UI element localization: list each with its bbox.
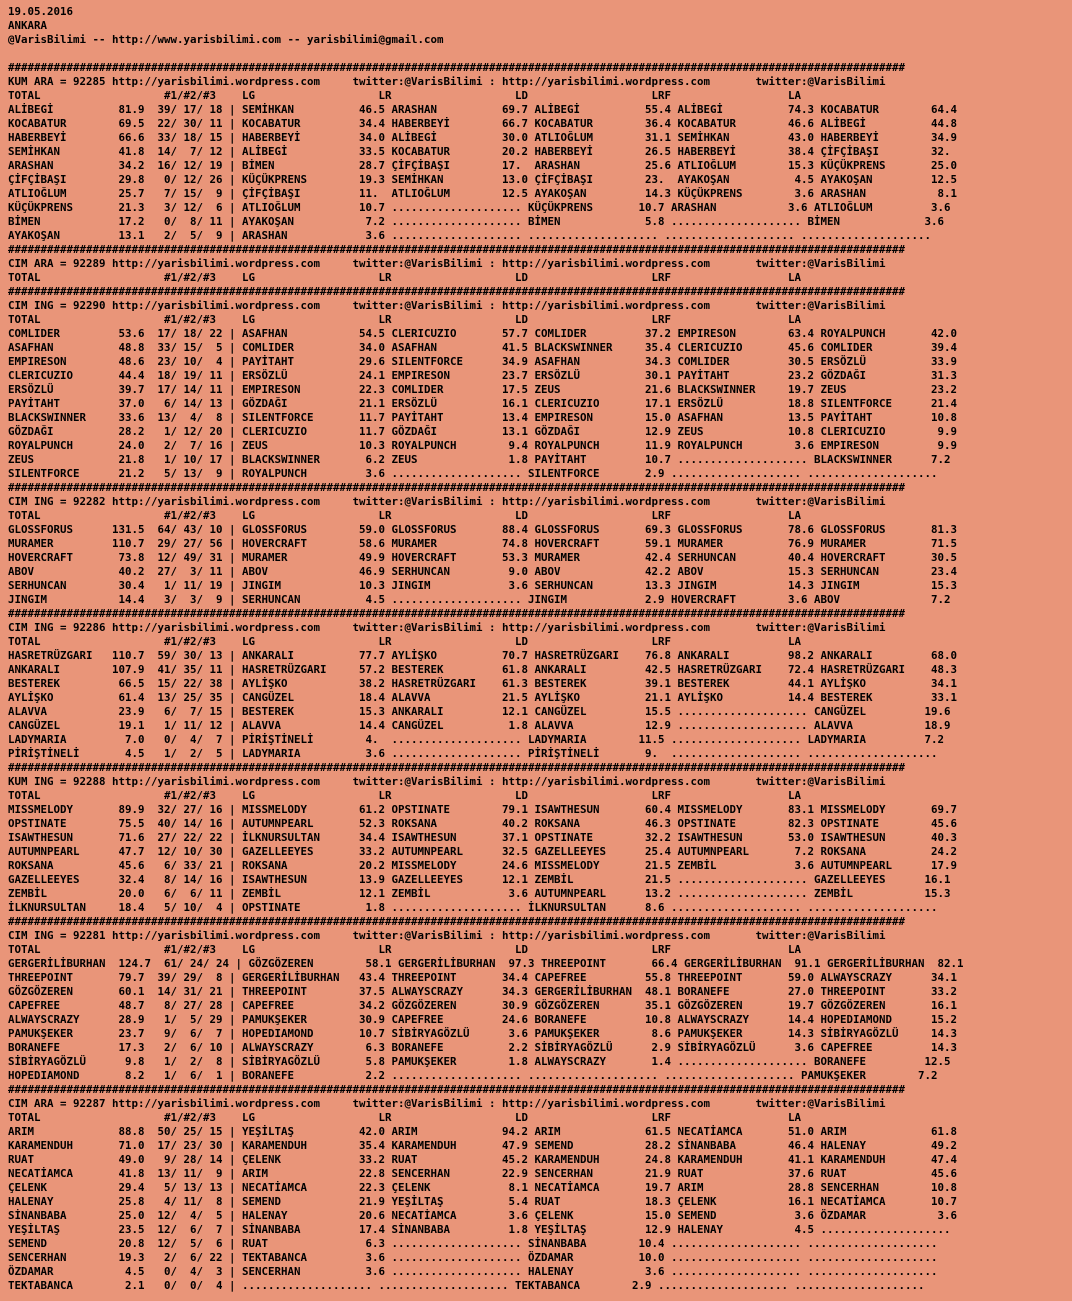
- table-row: SILENTFORCE 21.2 5/ 13/ 9 | ROYALPUNCH 3.6 .................... SILENTFORCE 2.9 .................... ....................: [8, 467, 938, 480]
- table-row: AUTUMNPEARL 47.7 12/ 10/ 30 | GAZELLEEYES 33.2 AUTUMNPEARL 32.5 GAZELLEEYES 25.4 AUTUMNPEARL 7.2 ROKSANA 24.2: [8, 845, 958, 858]
- table-row: ALİBEGİ 81.9 39/ 17/ 18 | SEMİHKAN 46.5 ARASHAN 69.7 ALİBEGİ 55.4 ALİBEGİ 74.3 KOCABATUR 64.4: [8, 103, 958, 116]
- column-header: TOTAL #1/#2/#3 LG LR LD LRF LA: [8, 789, 802, 802]
- race-list: [8, 61, 1072, 1293]
- race-title: CIM ING = 92290 http://yarisbilimi.wordpress.com twitter:@VarisBilimi : http://yarisbilimi.wordpress.com twitter:@VarisBilimi: [8, 299, 886, 312]
- table-row: BİMEN 17.2 0/ 8/ 11 | AYAKOŞAN 7.2 .................... BİMEN 5.8 .................... BİMEN 3.6: [8, 215, 945, 228]
- table-row: ABOV 40.2 27/ 3/ 11 | ABOV 46.9 SERHUNCAN 9.0 ABOV 42.2 ABOV 15.3 SERHUNCAN 23.4: [8, 565, 958, 578]
- table-row: HABERBEYİ 66.6 33/ 18/ 15 | HABERBEYİ 34.0 ALİBEGİ 30.0 ATLIOĞLUM 31.1 SEMİHKAN 43.0 HABERBEYİ 34.9: [8, 131, 958, 144]
- table-row: ÖZDAMAR 4.5 0/ 4/ 3 | SENCERHAN 3.6 .................... HALENAY 3.6 .................... ....................: [8, 1265, 938, 1278]
- table-row: KARAMENDUH 71.0 17/ 23/ 30 | KARAMENDUH 35.4 KARAMENDUH 47.9 SEMEND 28.2 SİNANBABA 46.4 HALENAY 49.2: [8, 1139, 958, 1152]
- report-date: 19.05.2016: [8, 5, 74, 18]
- table-row: PAYİTAHT 37.0 6/ 14/ 13 | GÖZDAĞI 21.1 ERSÖZLÜ 16.1 CLERICUZIO 17.1 ERSÖZLÜ 18.8 SILENTFORCE 21.4: [8, 397, 958, 410]
- race-title: CIM ARA = 92289 http://yarisbilimi.wordpress.com twitter:@VarisBilimi : http://yarisbilimi.wordpress.com twitter:@VarisBilimi: [8, 257, 886, 270]
- table-row: ARIM 88.8 50/ 25/ 15 | YEŞİLTAŞ 42.0 ARIM 94.2 ARIM 61.5 NECATİAMCA 51.0 ARIM 61.8: [8, 1125, 958, 1138]
- table-row: BLACKSWINNER 33.6 13/ 4/ 8 | SILENTFORCE 11.7 PAYİTAHT 13.4 EMPIRESON 15.0 ASAFHAN 13.5 PAYİTAHT 10.8: [8, 411, 958, 424]
- table-row: ANKARALI 107.9 41/ 35/ 11 | HASRETRÜZGARI 57.2 BESTEREK 61.8 ANKARALI 42.5 HASRETRÜZGARI 72.4 HASRETRÜZGARI 48.3: [8, 663, 958, 676]
- table-row: AYLİŞKO 61.4 13/ 25/ 35 | CANGÜZEL 18.4 ALAVVA 21.5 AYLİŞKO 21.1 AYLİŞKO 14.4 BESTEREK 33.1: [8, 691, 958, 704]
- table-row: ÇİFÇİBAŞI 29.8 0/ 12/ 26 | KÜÇÜKPRENS 19.3 SEMİHKAN 13.0 ÇİFÇİBAŞI 23. AYAKOŞAN 4.5 AYAKOŞAN 12.5: [8, 173, 958, 186]
- separator-line: ##########################################################################################################################################: [8, 481, 906, 494]
- table-row: SERHUNCAN 30.4 1/ 11/ 19 | JINGIM 10.3 JINGIM 3.6 SERHUNCAN 13.3 JINGIM 14.3 JINGIM 15.3: [8, 579, 958, 592]
- table-row: GÖZGÖZEREN 60.1 14/ 31/ 21 | THREEPOINT 37.5 ALWAYSCRAZY 34.3 GERGERİLİBURHAN 48.1 BORANEFE 27.0 THREEPOINT 33.2: [8, 985, 958, 998]
- table-row: COMLIDER 53.6 17/ 18/ 22 | ASAFHAN 54.5 CLERICUZIO 57.7 COMLIDER 37.2 EMPIRESON 63.4 ROYALPUNCH 42.0: [8, 327, 958, 340]
- race-block: [8, 285, 1072, 481]
- race-title: CIM ING = 92282 http://yarisbilimi.wordpress.com twitter:@VarisBilimi : http://yarisbilimi.wordpress.com twitter:@VarisBilimi: [8, 495, 886, 508]
- column-header: TOTAL #1/#2/#3 LG LR LD LRF LA: [8, 271, 802, 284]
- table-row: SİNANBABA 25.0 12/ 4/ 5 | HALENAY 20.6 NECATİAMCA 3.6 ÇELENK 15.0 SEMEND 3.6 ÖZDAMAR 3.6: [8, 1209, 958, 1222]
- race-title: KUM ARA = 92285 http://yarisbilimi.wordpress.com twitter:@VarisBilimi : http://yarisbilimi.wordpress.com twitter:@VarisBilimi: [8, 75, 886, 88]
- race-block: [8, 1083, 1072, 1293]
- table-row: CANGÜZEL 19.1 1/ 11/ 12 | ALAVVA 14.4 CANGÜZEL 1.8 ALAVVA 12.9 .................... ALAVVA 18.9: [8, 719, 951, 732]
- table-row: ROKSANA 45.6 6/ 33/ 21 | ROKSANA 20.2 MISSMELODY 24.6 MISSMELODY 21.5 ZEMBİL 3.6 AUTUMNPEARL 17.9: [8, 859, 958, 872]
- table-row: ARASHAN 34.2 16/ 12/ 19 | BİMEN 28.7 ÇİFÇİBAŞI 17. ARASHAN 25.6 ATLIOĞLUM 15.3 KÜÇÜKPRENS 25.0: [8, 159, 958, 172]
- column-header: TOTAL #1/#2/#3 LG LR LD LRF LA: [8, 1111, 802, 1124]
- table-row: ATLIOĞLUM 25.7 7/ 15/ 9 | ÇİFÇİBAŞI 11. ATLIOĞLUM 12.5 AYAKOŞAN 14.3 KÜÇÜKPRENS 3.6 ARASHAN 8.1: [8, 187, 958, 200]
- table-row: GAZELLEEYES 32.4 8/ 14/ 16 | ISAWTHESUN 13.9 GAZELLEEYES 12.1 ZEMBİL 21.5 .................... GAZELLEEYES 16.1: [8, 873, 951, 886]
- race-block: [8, 481, 1072, 607]
- table-row: PİRİŞTİNELİ 4.5 1/ 2/ 5 | LADYMARIA 3.6 .................... PİRİŞTİNELİ 9. .................... ....................: [8, 747, 938, 760]
- table-row: SENCERHAN 19.3 2/ 6/ 22 | TEKTABANCA 3.6 .................... ÖZDAMAR 10.0 .................... ....................: [8, 1251, 938, 1264]
- table-row: ZEMBİL 20.0 6/ 6/ 11 | ZEMBİL 12.1 ZEMBİL 3.6 AUTUMNPEARL 13.2 .................... ZEMBİL 15.3: [8, 887, 951, 900]
- table-row: SEMEND 20.8 12/ 5/ 6 | RUAT 6.3 .................... SİNANBABA 10.4 .................... ....................: [8, 1237, 938, 1250]
- table-row: HASRETRÜZGARI 110.7 59/ 30/ 13 | ANKARALI 77.7 AYLİŞKO 70.7 HASRETRÜZGARI 76.8 ANKARALI 98.2 ANKARALI 68.0: [8, 649, 958, 662]
- race-block: [8, 61, 1072, 243]
- table-row: ZEUS 21.8 1/ 10/ 17 | BLACKSWINNER 6.2 ZEUS 1.8 PAYİTAHT 10.7 .................... BLACKSWINNER 7.2: [8, 453, 951, 466]
- race-block: [8, 607, 1072, 761]
- separator-line: ##########################################################################################################################################: [8, 761, 906, 774]
- column-header: TOTAL #1/#2/#3 LG LR LD LRF LA: [8, 89, 802, 102]
- report-city: ANKARA: [8, 19, 48, 32]
- table-row: ASAFHAN 48.8 33/ 15/ 5 | COMLIDER 34.0 ASAFHAN 41.5 BLACKSWINNER 35.4 CLERICUZIO 45.6 COMLIDER 39.4: [8, 341, 958, 354]
- table-row: AYAKOŞAN 13.1 2/ 5/ 9 | ARASHAN 3.6 .................... .................... .................... ....................: [8, 229, 932, 242]
- race-title: KUM ING = 92288 http://yarisbilimi.wordpress.com twitter:@VarisBilimi : http://yarisbilimi.wordpress.com twitter:@VarisBilimi: [8, 775, 886, 788]
- table-row: KÜÇÜKPRENS 21.3 3/ 12/ 6 | ATLIOĞLUM 10.7 .................... KÜÇÜKPRENS 10.7 ARASHAN 3.6 ATLIOĞLUM 3.6: [8, 201, 951, 214]
- table-row: ROYALPUNCH 24.0 2/ 7/ 16 | ZEUS 10.3 ROYALPUNCH 9.4 ROYALPUNCH 11.9 ROYALPUNCH 3.6 EMPIRESON 9.9: [8, 439, 958, 452]
- table-row: RUAT 49.0 9/ 28/ 14 | ÇELENK 33.2 RUAT 45.2 KARAMENDUH 24.8 KARAMENDUH 41.1 KARAMENDUH 47.4: [8, 1153, 958, 1166]
- column-header: TOTAL #1/#2/#3 LG LR LD LRF LA: [8, 313, 802, 326]
- table-row: BORANEFE 17.3 2/ 6/ 10 | ALWAYSCRAZY 6.3 BORANEFE 2.2 SİBİRYAGÖZLÜ 2.9 SİBİRYAGÖZLÜ 3.6 CAPEFREE 14.3: [8, 1041, 958, 1054]
- column-header: TOTAL #1/#2/#3 LG LR LD LRF LA: [8, 509, 802, 522]
- table-row: LADYMARIA 7.0 0/ 4/ 7 | PİRİŞTİNELİ 4. .................... LADYMARIA 11.5 .................... LADYMARIA 7.2: [8, 733, 945, 746]
- table-row: NECATİAMCA 41.8 13/ 11/ 9 | ARIM 22.8 SENCERHAN 22.9 SENCERHAN 21.9 RUAT 37.6 RUAT 45.6: [8, 1167, 958, 1180]
- table-row: ISAWTHESUN 71.6 27/ 22/ 22 | İLKNURSULTAN 34.4 ISAWTHESUN 37.1 OPSTINATE 32.2 ISAWTHESUN 53.0 ISAWTHESUN 40.3: [8, 831, 958, 844]
- table-row: İLKNURSULTAN 18.4 5/ 10/ 4 | OPSTINATE 1.8 .................... İLKNURSULTAN 8.6 .................... ....................: [8, 901, 938, 914]
- table-row: GÖZDAĞI 28.2 1/ 12/ 20 | CLERICUZIO 11.7 GÖZDAĞI 13.1 GÖZDAĞI 12.9 ZEUS 10.8 CLERICUZIO 9.9: [8, 425, 958, 438]
- table-row: MURAMER 110.7 29/ 27/ 56 | HOVERCRAFT 58.6 MURAMER 74.8 HOVERCRAFT 59.1 MURAMER 76.9 MURAMER 71.5: [8, 537, 958, 550]
- separator-line: ##########################################################################################################################################: [8, 607, 906, 620]
- table-row: HOPEDIAMOND 8.2 1/ 6/ 1 | BORANEFE 2.2 .................... .................... .................... PAMUKŞEKER 7.2: [8, 1069, 938, 1082]
- race-block: [8, 915, 1072, 1083]
- table-row: ERSÖZLÜ 39.7 17/ 14/ 11 | EMPIRESON 22.3 COMLIDER 17.5 ZEUS 21.6 BLACKSWINNER 19.7 ZEUS 23.2: [8, 383, 958, 396]
- table-row: YEŞİLTAŞ 23.5 12/ 6/ 7 | SİNANBABA 17.4 SİNANBABA 1.8 YEŞİLTAŞ 12.9 HALENAY 4.5 ....................: [8, 1223, 951, 1236]
- table-row: EMPIRESON 48.6 23/ 10/ 4 | PAYİTAHT 29.6 SILENTFORCE 34.9 ASAFHAN 34.3 COMLIDER 30.5 ERSÖZLÜ 33.9: [8, 355, 958, 368]
- spacer-line: [8, 47, 1072, 61]
- column-header: TOTAL #1/#2/#3 LG LR LD LRF LA: [8, 635, 802, 648]
- race-title: CIM ING = 92281 http://yarisbilimi.wordpress.com twitter:@VarisBilimi : http://yarisbilimi.wordpress.com twitter:@VarisBilimi: [8, 929, 886, 942]
- table-row: GLOSSFORUS 131.5 64/ 43/ 10 | GLOSSFORUS 59.0 GLOSSFORUS 88.4 GLOSSFORUS 69.3 GLOSSFORUS 78.6 GLOSSFORUS 81.3: [8, 523, 958, 536]
- column-header: TOTAL #1/#2/#3 LG LR LD LRF LA: [8, 943, 802, 956]
- table-row: BESTEREK 66.5 15/ 22/ 38 | AYLİŞKO 38.2 HASRETRÜZGARI 61.3 BESTEREK 39.1 BESTEREK 44.1 AYLİŞKO 34.1: [8, 677, 958, 690]
- table-row: HOVERCRAFT 73.8 12/ 49/ 31 | MURAMER 49.9 HOVERCRAFT 53.3 MURAMER 42.4 SERHUNCAN 40.4 HOVERCRAFT 30.5: [8, 551, 958, 564]
- table-row: ALAVVA 23.9 6/ 7/ 15 | BESTEREK 15.3 ANKARALI 12.1 CANGÜZEL 15.5 .................... CANGÜZEL 19.6: [8, 705, 951, 718]
- table-row: KOCABATUR 69.5 22/ 30/ 11 | KOCABATUR 34.4 HABERBEYİ 66.7 KOCABATUR 36.4 KOCABATUR 46.6 ALİBEGİ 44.8: [8, 117, 958, 130]
- table-row: SEMİHKAN 41.8 14/ 7/ 12 | ALİBEGİ 33.5 KOCABATUR 20.2 HABERBEYİ 26.5 HABERBEYİ 38.4 ÇİFÇİBAŞI 32.: [8, 145, 951, 158]
- table-row: THREEPOINT 79.7 39/ 29/ 8 | GERGERİLİBURHAN 43.4 THREEPOINT 34.4 CAPEFREE 55.8 THREEPOINT 59.0 ALWAYSCRAZY 34.1: [8, 971, 958, 984]
- separator-line: ##########################################################################################################################################: [8, 243, 906, 256]
- separator-line: ##########################################################################################################################################: [8, 61, 906, 74]
- separator-line: ##########################################################################################################################################: [8, 285, 906, 298]
- table-row: GERGERİLİBURHAN 124.7 61/ 24/ 24 | GÖZGÖZEREN 58.1 GERGERİLİBURHAN 97.3 THREEPOINT 66.4 GERGERİLİBURHAN 91.1 GERGERİLİBURHAN 82.1: [8, 957, 964, 970]
- table-row: CLERICUZIO 44.4 18/ 19/ 11 | ERSÖZLÜ 24.1 EMPIRESON 23.7 ERSÖZLÜ 30.1 PAYİTAHT 23.2 GÖZDAĞI 31.3: [8, 369, 958, 382]
- table-row: TEKTABANCA 2.1 0/ 0/ 4 | .................... .................... TEKTABANCA 2.9 .................... ....................: [8, 1279, 925, 1292]
- table-row: CAPEFREE 48.7 8/ 27/ 28 | CAPEFREE 34.2 GÖZGÖZEREN 30.9 GÖZGÖZEREN 35.1 GÖZGÖZEREN 19.7 GÖZGÖZEREN 16.1: [8, 999, 958, 1012]
- separator-line: ##########################################################################################################################################: [8, 1083, 906, 1096]
- table-row: HALENAY 25.8 4/ 11/ 8 | SEMEND 21.9 YEŞİLTAŞ 5.4 RUAT 18.3 ÇELENK 16.1 NECATİAMCA 10.7: [8, 1195, 958, 1208]
- separator-line: ##########################################################################################################################################: [8, 915, 906, 928]
- report-contact: @VarisBilimi -- http://www.yarisbilimi.com -- yarisbilimi@gmail.com: [8, 33, 444, 46]
- table-row: SİBİRYAGÖZLÜ 9.8 1/ 2/ 8 | SİBİRYAGÖZLÜ 5.8 PAMUKŞEKER 1.8 ALWAYSCRAZY 1.4 .................... BORANEFE 12.5: [8, 1055, 951, 1068]
- table-row: ALWAYSCRAZY 28.9 1/ 5/ 29 | PAMUKŞEKER 30.9 CAPEFREE 24.6 BORANEFE 10.8 ALWAYSCRAZY 14.4 HOPEDIAMOND 15.2: [8, 1013, 958, 1026]
- table-row: MISSMELODY 89.9 32/ 27/ 16 | MISSMELODY 61.2 OPSTINATE 79.1 ISAWTHESUN 60.4 MISSMELODY 83.1 MISSMELODY 69.7: [8, 803, 958, 816]
- race-block: [8, 761, 1072, 915]
- race-title: CIM ING = 92286 http://yarisbilimi.wordpress.com twitter:@VarisBilimi : http://yarisbilimi.wordpress.com twitter:@VarisBilimi: [8, 621, 886, 634]
- race-block: [8, 243, 1072, 285]
- race-title: CIM ARA = 92287 http://yarisbilimi.wordpress.com twitter:@VarisBilimi : http://yarisbilimi.wordpress.com twitter:@VarisBilimi: [8, 1097, 886, 1110]
- table-row: ÇELENK 29.4 5/ 13/ 13 | NECATİAMCA 22.3 ÇELENK 8.1 NECATİAMCA 19.7 ARIM 28.8 SENCERHAN 10.8: [8, 1181, 958, 1194]
- table-row: OPSTINATE 75.5 40/ 14/ 16 | AUTUMNPEARL 52.3 ROKSANA 40.2 ROKSANA 46.3 OPSTINATE 82.3 OPSTINATE 45.6: [8, 817, 958, 830]
- table-row: JINGIM 14.4 3/ 3/ 9 | SERHUNCAN 4.5 .................... JINGIM 2.9 HOVERCRAFT 3.6 ABOV 7.2: [8, 593, 951, 606]
- table-row: PAMUKŞEKER 23.7 9/ 6/ 7 | HOPEDIAMOND 10.7 SİBİRYAGÖZLÜ 3.6 PAMUKŞEKER 8.6 PAMUKŞEKER 14.3 SİBİRYAGÖZLÜ 14.3: [8, 1027, 958, 1040]
